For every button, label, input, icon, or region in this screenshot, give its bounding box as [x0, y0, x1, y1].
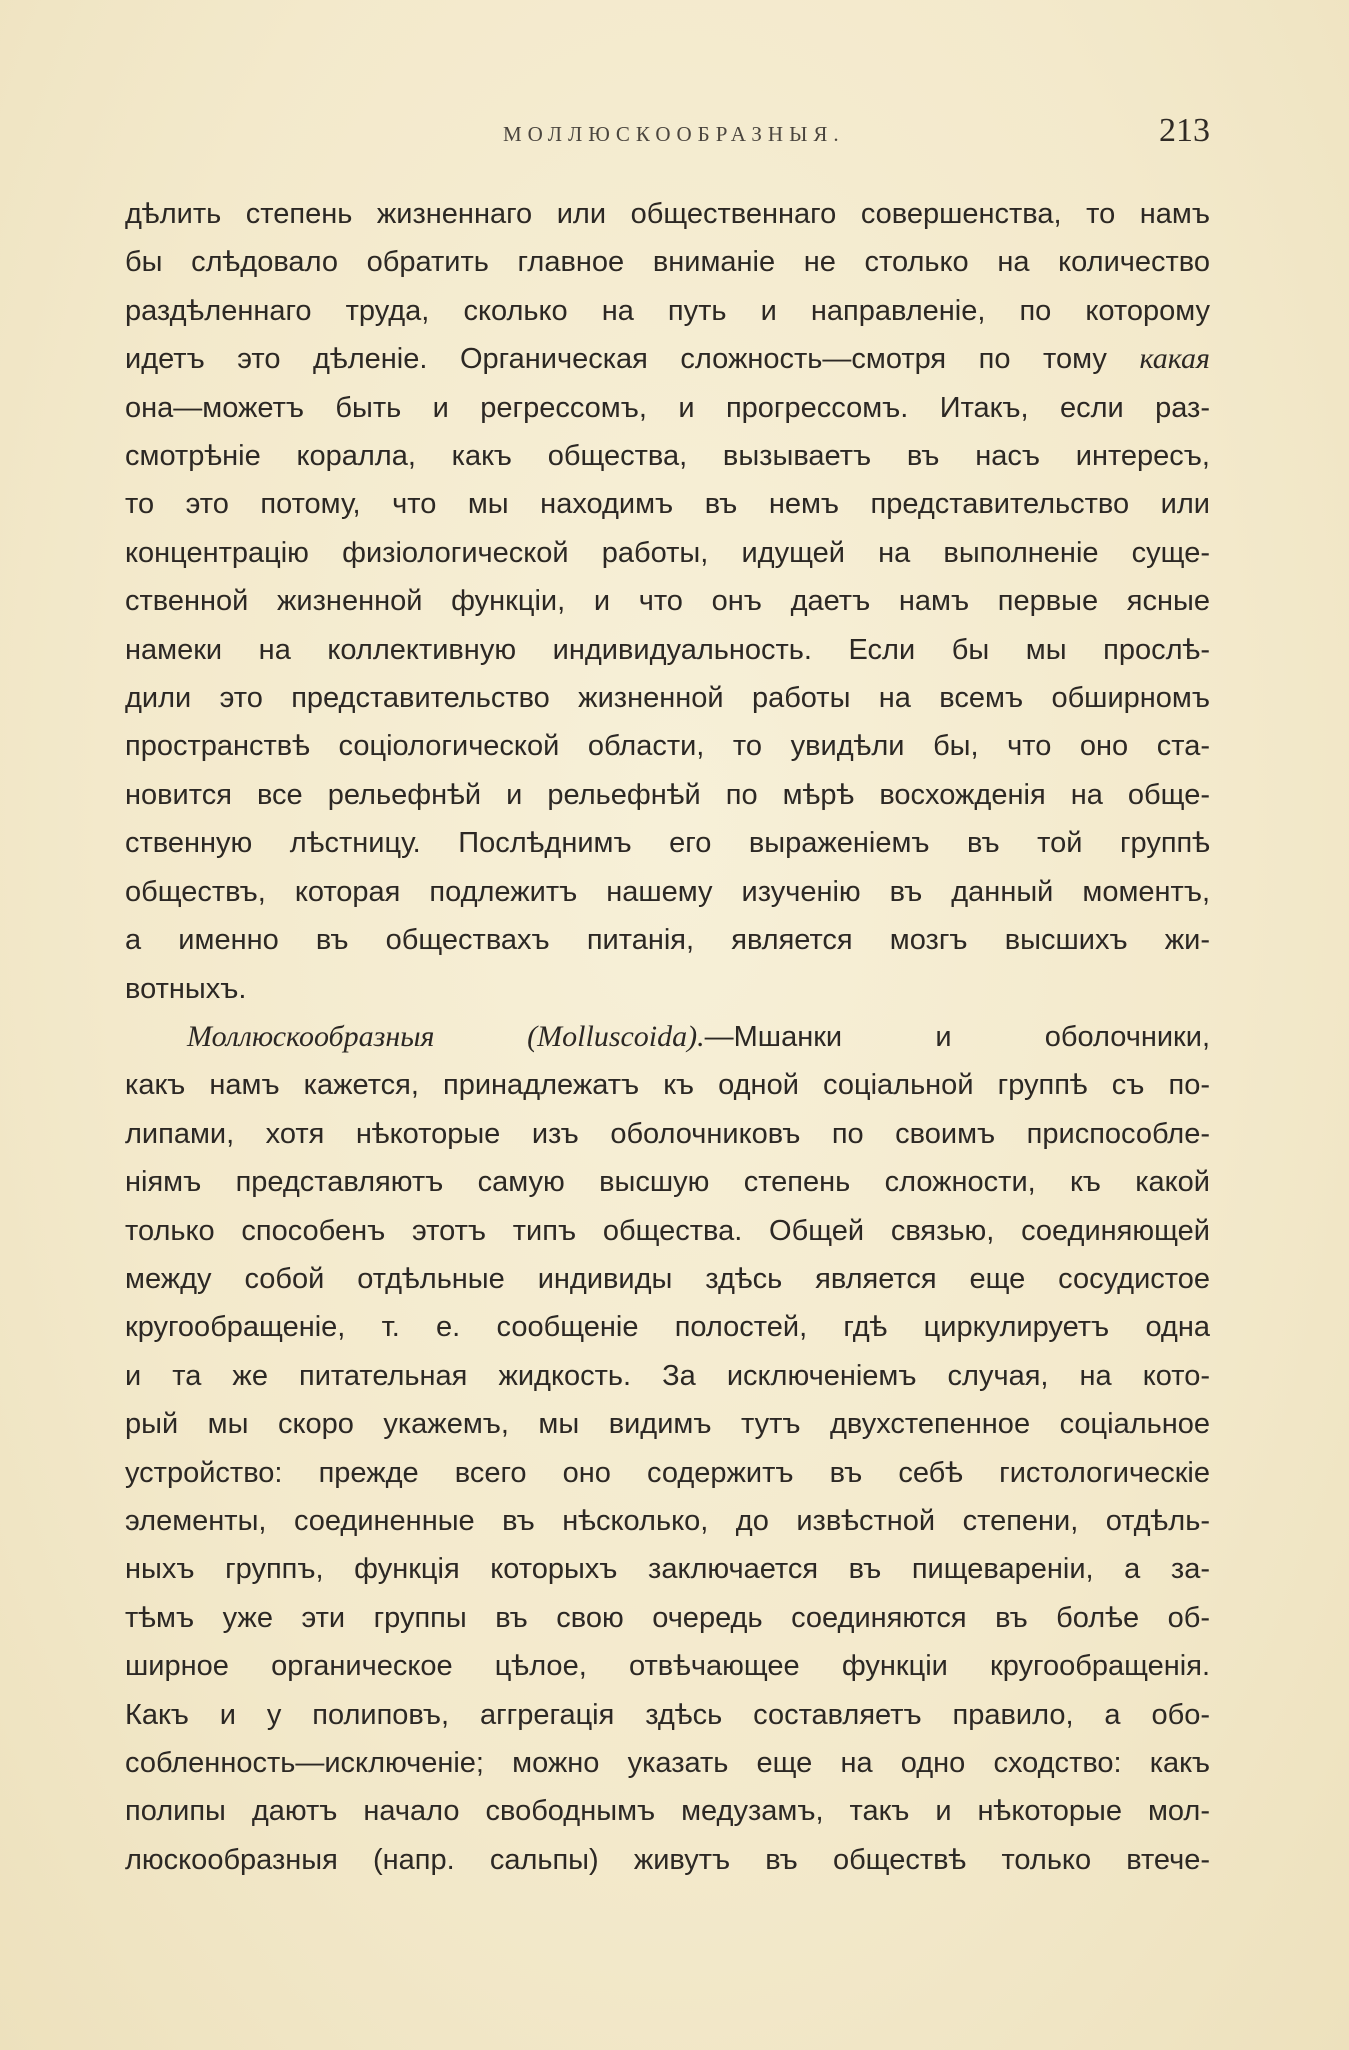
text-line: обществъ, которая подлежитъ нашему изученію въ данный моментъ, [125, 875, 1210, 908]
text-line: она—можетъ быть и регрессомъ, и прогрессомъ. Итакъ, если раз- [125, 391, 1210, 424]
text-line: ственную лѣстницу. Послѣднимъ его выраженіемъ въ той группѣ [125, 827, 1210, 860]
text-line: то это потому, что мы находимъ въ немъ представительство или [125, 488, 1210, 521]
text-line: какъ намъ кажется, принадлежатъ къ одной соціальной группѣ съ по- [125, 1069, 1210, 1102]
italic-word: какая [1139, 342, 1210, 376]
text-segment: идетъ это дѣленіе. Органическая сложность—смотря по тому [125, 343, 1107, 376]
section-heading: Моллюскообразныя (Molluscoida). [187, 1019, 705, 1053]
text-line: ственной жизненной функціи, и что онъ даетъ намъ первые ясные [125, 585, 1210, 618]
text-line: вотныхъ. [125, 972, 247, 1005]
text-line: ныхъ группъ, функція которыхъ заключается въ пищевареніи, а за- [125, 1553, 1210, 1586]
running-head [125, 112, 1210, 162]
body-text [125, 190, 1210, 1884]
text-line: смотрѣніе коралла, какъ общества, вызываетъ въ насъ интересъ, [125, 440, 1210, 473]
text-line: и та же питательная жидкость. За исключеніемъ случая, на кото- [125, 1359, 1210, 1392]
text-line: намеки на коллективную индивидуальность. Если бы мы прослѣ- [125, 633, 1210, 666]
text-line: устройство: прежде всего оно содержитъ въ себѣ гистологическіе [125, 1456, 1210, 1489]
paragraph-1 [125, 190, 1210, 1013]
text-line: люскообразныя (напр. сальпы) живутъ въ обществѣ только втече- [125, 1843, 1210, 1876]
text-line-with-italic [125, 335, 1210, 383]
text-line: липами, хотя нѣкоторые изъ оболочниковъ по своимъ приспособле- [125, 1117, 1210, 1150]
text-line: ширное органическое цѣлое, отвѣчающее функціи кругообращенія. [125, 1650, 1210, 1683]
text-line: Какъ и у полиповъ, аггрегація здѣсь составляетъ правило, а обо- [125, 1698, 1210, 1731]
text-line: тѣмъ уже эти группы въ свою очередь соединяются въ болѣе об- [125, 1601, 1210, 1634]
page-number: 213 [1159, 112, 1210, 149]
running-title: МОЛЛЮСКООБРАЗНЫЯ. [503, 122, 845, 146]
text-line: а именно въ обществахъ питанія, является мозгъ высшихъ жи- [125, 924, 1210, 957]
text-line: дили это представительство жизненной работы на всемъ обширномъ [125, 682, 1210, 715]
text-line: собленность—исключеніе; можно указать еще на одно сходство: какъ [125, 1747, 1210, 1779]
text-line: дѣлить степень жизненнаго или общественнаго совершенства, то намъ [125, 198, 1210, 230]
text-line: пространствѣ соціологической области, то увидѣли бы, что оно ста- [125, 730, 1210, 763]
section-heading-line [125, 1013, 1210, 1061]
text-line: только способенъ этотъ типъ общества. Общей связью, соединяющей [125, 1214, 1210, 1247]
text-line: раздѣленнаго труда, сколько на путь и направленіе, по которому [125, 294, 1210, 327]
paragraph-2 [125, 1013, 1210, 1884]
text-line: ніямъ представляютъ самую высшую степень сложности, къ какой [125, 1166, 1210, 1199]
text-line: элементы, соединенные въ нѣсколько, до извѣстной степени, отдѣль- [125, 1504, 1210, 1537]
text-line: полипы даютъ начало свободнымъ медузамъ, такъ и нѣкоторые мол- [125, 1795, 1210, 1828]
text-line: кругообращеніе, т. е. сообщеніе полостей, гдѣ циркулируетъ одна [125, 1311, 1210, 1344]
text-line: новится все рельефнѣй и рельефнѣй по мѣрѣ восхожденія на обще- [125, 778, 1210, 811]
text-line: рый мы скоро укажемъ, мы видимъ тутъ двухстепенное соціальное [125, 1408, 1210, 1441]
text-line: концентрацію физіологической работы, идущей на выполненіе суще- [125, 536, 1210, 569]
text-line: бы слѣдовало обратить главное вниманіе не столько на количество [125, 246, 1210, 279]
text-segment: —Мшанки и оболочники, [704, 1020, 1210, 1053]
text-line: между собой отдѣльные индивиды здѣсь является еще сосудистое [125, 1262, 1210, 1295]
